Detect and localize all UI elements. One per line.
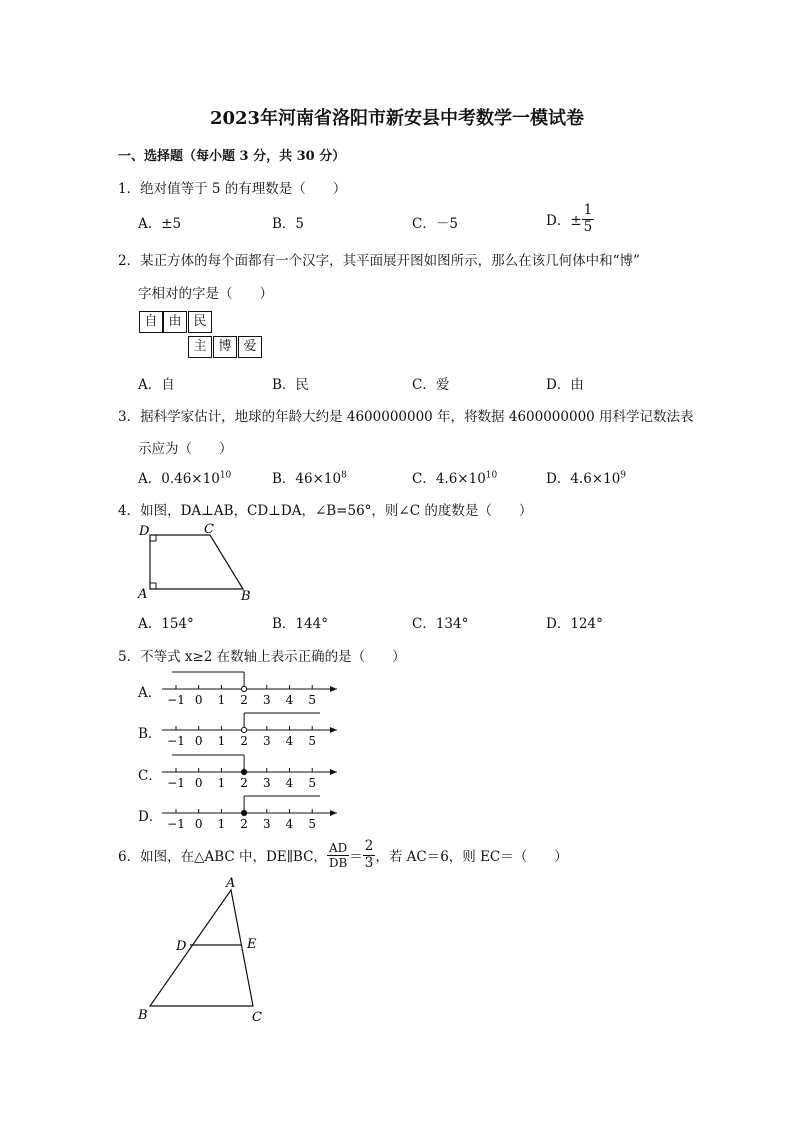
tick-label: 1 [217, 776, 226, 790]
vertex-label-d: D [139, 524, 150, 539]
option-text: B．46×10 [272, 471, 342, 487]
net-cell: 由 [163, 311, 187, 333]
tick-label: 3 [262, 734, 271, 748]
point-label-d: D [176, 939, 187, 954]
vertex-label-b: B [138, 1008, 148, 1023]
tick-label: 4 [285, 776, 294, 790]
fraction-numerator: 2 [364, 838, 374, 854]
tick-label: 1 [217, 817, 226, 831]
tick-label: 4 [285, 693, 294, 707]
tick-label: 2 [240, 817, 248, 831]
q4-option-d[interactable]: D．124° [546, 616, 603, 632]
q1-option-c[interactable]: C．－5 [412, 216, 458, 232]
triangle-abc [150, 890, 253, 1006]
question-4-stem: 4．如图，DA⊥AB，CD⊥DA，∠B=56°，则∠C 的度数是（ ） [118, 503, 533, 519]
tick-label: 0 [194, 776, 203, 790]
vertex-label-b: B [241, 589, 251, 604]
fraction-numerator: 1 [583, 202, 593, 218]
exponent: 9 [620, 470, 627, 481]
q2-option-d[interactable]: D．由 [546, 377, 584, 393]
q1-option-b[interactable]: B．5 [272, 216, 305, 232]
fraction-denominator: 5 [583, 218, 593, 235]
tick-label: 5 [308, 693, 317, 707]
question-3-stem-line1: 3．据科学家估计，地球的年龄大约是 4600000000 年，将数据 4600000000 用科学记数法表 [118, 409, 694, 425]
q5-option-d[interactable]: D． [138, 809, 163, 825]
fraction-denominator: 3 [364, 854, 374, 871]
exponent: 10 [219, 470, 232, 481]
vertex-label-a: A [138, 587, 148, 602]
q5-option-c[interactable]: C． [138, 768, 162, 784]
tick-label: 3 [262, 817, 271, 831]
tick-label: 1 [217, 734, 226, 748]
tick-label: 0 [194, 693, 203, 707]
tick-label: −1 [167, 693, 185, 707]
option-text: A．0.46×10 [138, 471, 220, 487]
vertex-label-a: A [226, 876, 236, 891]
q6-equals: ＝ [349, 849, 363, 865]
q1-option-d-prefix: D．± [546, 213, 582, 229]
tick-label: 5 [308, 776, 317, 790]
net-cell: 主 [188, 336, 212, 358]
tick-label: 5 [308, 817, 317, 831]
tick-label: 0 [194, 734, 203, 748]
tick-label: 2 [240, 776, 248, 790]
exponent: 10 [485, 470, 498, 481]
vertex-label-c: C [252, 1010, 262, 1025]
q2-option-a[interactable]: A．自 [138, 377, 175, 393]
net-cell: 自 [139, 311, 163, 333]
net-cell: 博 [213, 336, 237, 358]
option-text: C．4.6×10 [412, 471, 486, 487]
tick-label: 3 [262, 776, 271, 790]
page-title: 2023年河南省洛阳市新安县中考数学一模试卷 [209, 108, 585, 129]
question-3-stem-line2: 示应为（ ） [138, 441, 233, 457]
net-cell: 民 [188, 311, 212, 333]
q6-stem-suffix: ，若 AC＝6，则 EC＝（ ） [375, 849, 568, 865]
tick-label: −1 [167, 776, 185, 790]
q1-option-a[interactable]: A．±5 [138, 216, 182, 232]
question-5-stem: 5．不等式 x≥2 在数轴上表示正确的是（ ） [118, 649, 406, 665]
tick-label: −1 [167, 817, 185, 831]
q2-option-c[interactable]: C．爱 [412, 377, 450, 393]
q2-option-b[interactable]: B．民 [272, 377, 309, 393]
vertex-label-c: C [204, 522, 214, 537]
q4-option-b[interactable]: B．144° [272, 616, 328, 632]
q4-option-a[interactable]: A．154° [138, 616, 194, 632]
tick-label: 4 [285, 734, 294, 748]
tick-label: 2 [240, 693, 248, 707]
tick-label: 3 [262, 693, 271, 707]
q5-option-b[interactable]: B． [138, 726, 162, 742]
question-2-stem-line1: 2．某正方体的每个面都有一个汉字，其平面展开图如图所示，那么在该几何体中和“博” [118, 253, 640, 269]
tick-label: 4 [285, 817, 294, 831]
net-cell: 爱 [238, 336, 262, 358]
tick-label: 0 [194, 817, 203, 831]
tick-label: 5 [308, 734, 317, 748]
question-2-stem-line2: 字相对的字是（ ） [138, 286, 273, 302]
fraction-denominator: DB [328, 855, 348, 870]
q4-option-c[interactable]: C．134° [412, 616, 469, 632]
fraction-numerator: AD [328, 840, 348, 855]
exponent: 8 [341, 470, 347, 481]
tick-label: 2 [240, 734, 248, 748]
q6-stem-prefix: 6．如图，在△ABC 中，DE∥BC， [118, 849, 327, 865]
question-1-stem: 1．绝对值等于 5 的有理数是（ ） [118, 181, 347, 197]
tick-label: 1 [217, 693, 226, 707]
point-label-e: E [247, 937, 257, 952]
q5-option-a[interactable]: A． [138, 685, 162, 701]
section-heading: 一、选择题（每小题 3 分，共 30 分） [118, 149, 346, 164]
option-text: D．4.6×10 [546, 471, 621, 487]
tick-label: −1 [167, 734, 185, 748]
